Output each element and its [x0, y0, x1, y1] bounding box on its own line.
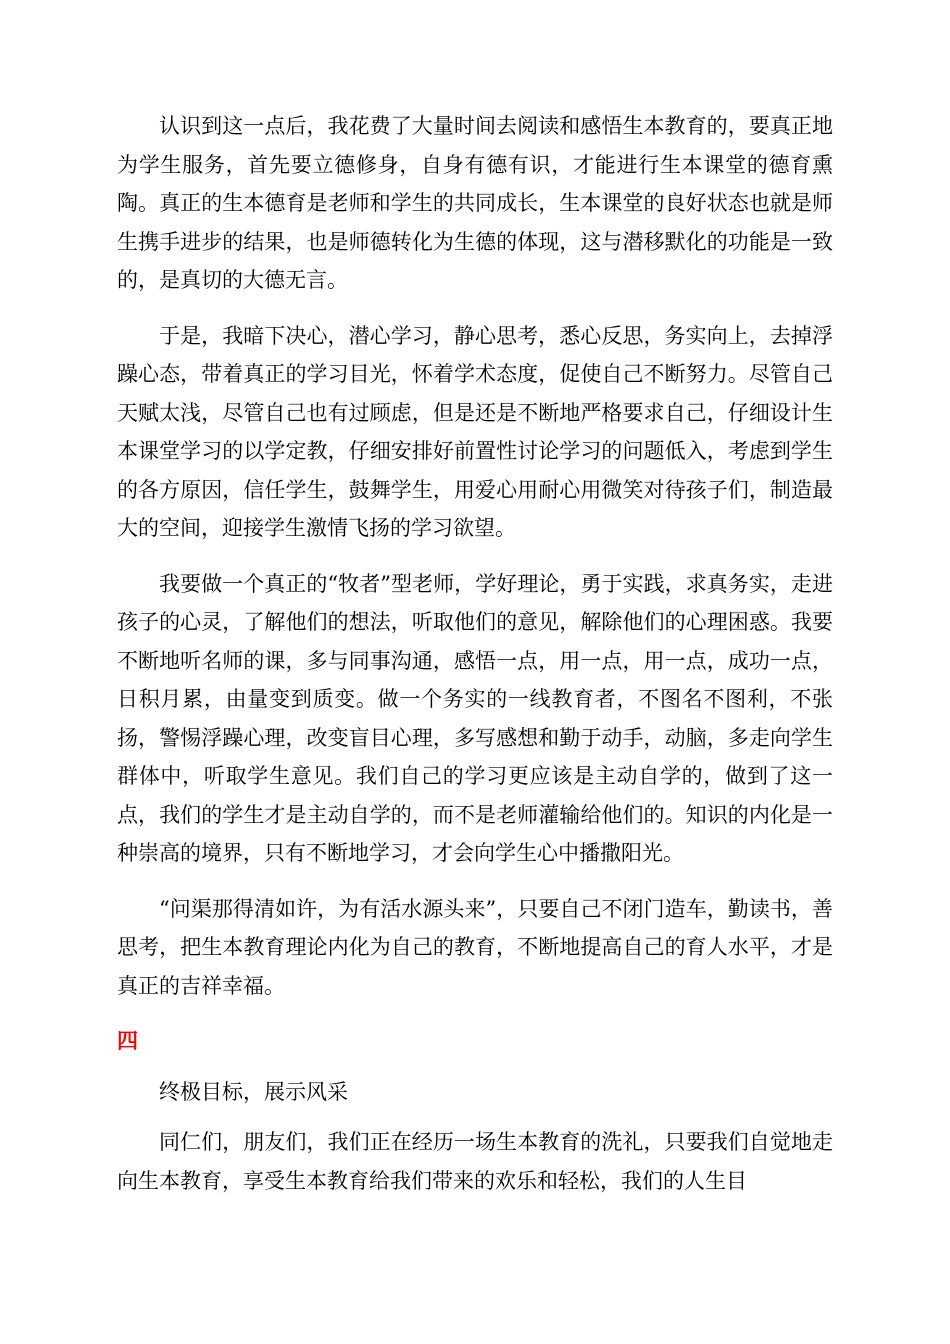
section-number: 四 [117, 1028, 138, 1053]
paragraph-3: 我要做一个真正的“牧者”型老师，学好理论，勇于实践，求真务实，走进孩子的心灵，了解他们的想法，听取他们的意见，解除他们的心理困惑。我要不断地听名师的课，多与同事沟通，感悟一点，用一点，用一点，成功一点，日积月累，由量变到质变。做一个务实的一线教育者，不图名不图利，不张扬，警惕浮躁心理，改变盲目心理，多写感想和勤于动手，动脑，多走向学生群体中，听取学生意见。我们自己的学习更应该是主动自学的，做到了这一点，我们的学生才是主动自学的，而不是老师灌输给他们的。知识的内化是一种崇高的境界，只有不断地学习，才会向学生心中播撒阳光。 [117, 571, 833, 865]
paragraph-1: 认识到这一点后，我花费了大量时间去阅读和感悟生本教育的，要真正地为学生服务，首先要立德修身，自身有德有识，才能进行生本课堂的德育熏陶。真正的生本德育是老师和学生的共同成长，生本课堂的良好状态也就是师生携手进步的结果，也是师德转化为生德的体现，这与潜移默化的功能是一致的，是真切的大德无言。 [117, 114, 833, 292]
document-page [117, 107, 833, 1217]
section-paragraph: 同仁们，朋友们，我们正在经历一场生本教育的洗礼，只要我们自觉地走向生本教育，享受生本教育给我们带来的欢乐和轻松，我们的人生目 [117, 1130, 833, 1193]
section-title: 终极目标，展示风采 [159, 1079, 348, 1104]
paragraph-4: “问渠那得清如许，为有活水源头来”，只要自己不闭门造车，勤读书，善思考，把生本教育理论内化为自己的教育，不断地提高自己的育人水平，才是真正的吉祥幸福。 [117, 896, 833, 998]
paragraph-2: 于是，我暗下决心，潜心学习，静心思考，悉心反思，务实向上，去掉浮躁心态，带着真正的学习目光，怀着学术态度，促使自己不断努力。尽管自己天赋太浅，尽管自己也有过顾虑，但是还是不断地严格要求自己，仔细设计生本课堂学习的以学定教，仔细安排好前置性讨论学习的问题低入，考虑到学生的各方原因，信任学生，鼓舞学生，用爱心用耐心用微笑对待孩子们，制造最大的空间，迎接学生激情飞扬的学习欲望。 [117, 323, 833, 540]
